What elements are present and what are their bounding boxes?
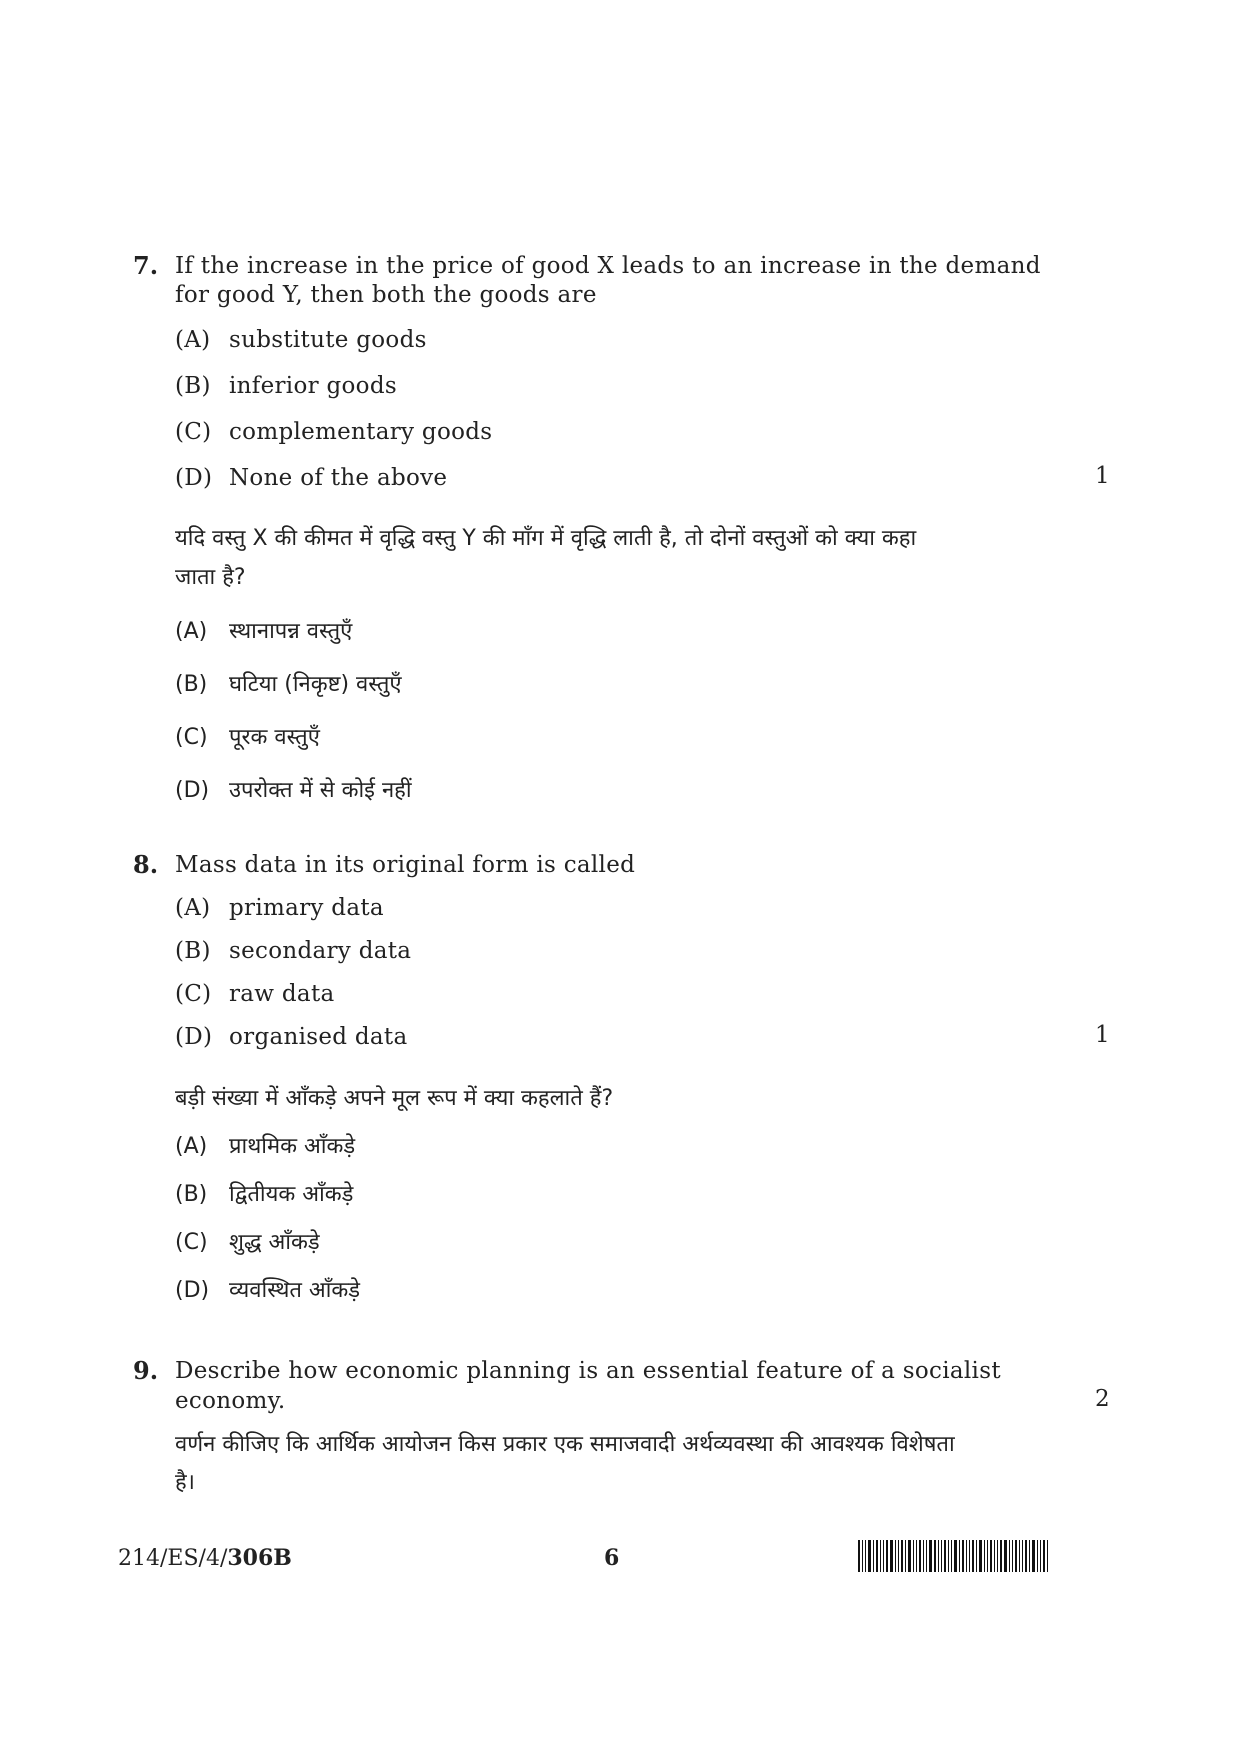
q7-option-b: (B) inferior goods <box>175 373 397 399</box>
question-7-number: 7. <box>133 251 159 280</box>
barcode-bar <box>948 1540 949 1572</box>
question-9-hindi-line1: वर्णन कीजिए कि आर्थिक आयोजन किस प्रकार एक समाजवादी अर्थव्यवस्था की आवश्यक विशेषता <box>175 1432 955 1457</box>
q7-option-d: (D) None of the above <box>175 465 448 491</box>
barcode-bar <box>969 1540 970 1572</box>
barcode-bar <box>876 1540 878 1572</box>
barcode-bar <box>941 1540 942 1572</box>
barcode-bar <box>990 1540 992 1572</box>
question-7-hindi-line2: जाता है? <box>175 565 246 590</box>
barcode-bar <box>901 1540 903 1572</box>
barcode-bar <box>1004 1540 1007 1572</box>
barcode-bar <box>898 1540 899 1572</box>
question-9-hindi-line2: है। <box>175 1470 196 1495</box>
barcode-bar <box>938 1540 939 1572</box>
barcode-bar <box>987 1540 988 1572</box>
question-9-english-line1: Describe how economic planning is an essential feature of a socialist <box>175 1358 1001 1384</box>
barcode-bar <box>1037 1540 1038 1572</box>
barcode-bar <box>976 1540 977 1572</box>
question-8-english: Mass data in its original form is called <box>175 852 636 878</box>
barcode-bar <box>886 1540 888 1572</box>
barcode-bar <box>1043 1540 1045 1572</box>
q8-hindi-option-c: (C) शुद्ध आँकड़े <box>175 1230 320 1255</box>
page-number: 6 <box>604 1545 620 1571</box>
barcode <box>858 1540 1123 1572</box>
barcode-bar <box>1015 1540 1017 1572</box>
barcode-bar <box>1019 1540 1020 1572</box>
barcode-bar <box>923 1540 924 1572</box>
barcode-bar <box>895 1540 896 1572</box>
barcode-bar <box>951 1540 952 1572</box>
barcode-bar <box>890 1540 893 1572</box>
barcode-bar <box>880 1540 881 1572</box>
barcode-bar <box>858 1540 860 1572</box>
barcode-bar <box>984 1540 985 1572</box>
q8-hindi-option-a: (A) प्राथमिक आँकड़े <box>175 1134 356 1159</box>
barcode-bar <box>954 1540 957 1572</box>
q7-marks: 1 <box>1095 463 1110 489</box>
barcode-bar <box>868 1540 871 1572</box>
barcode-bar <box>1022 1540 1023 1572</box>
barcode-bar <box>865 1540 866 1572</box>
q7-hindi-option-c: (C) पूरक वस्तुएँ <box>175 725 320 750</box>
q8-option-b: (B) secondary data <box>175 938 412 964</box>
barcode-bar <box>916 1540 917 1572</box>
barcode-bar <box>908 1540 911 1572</box>
barcode-bar <box>962 1540 964 1572</box>
question-9-english-line2: economy. <box>175 1388 286 1414</box>
q8-marks: 1 <box>1095 1022 1110 1048</box>
barcode-bar <box>959 1540 960 1572</box>
question-7-hindi-line1: यदि वस्तु X की कीमत में वृद्धि वस्तु Y की माँग में वृद्धि लाती है, तो दोनों वस्तुओं को क्या कहा <box>175 526 917 551</box>
q8-hindi-option-d: (D) व्यवस्थित आँकड़े <box>175 1278 361 1303</box>
question-8-number: 8. <box>133 850 159 879</box>
barcode-bar <box>1009 1540 1010 1572</box>
q7-hindi-option-d: (D) उपरोक्त में से कोई नहीं <box>175 778 412 803</box>
q8-hindi-option-b: (B) द्वितीयक आँकड़े <box>175 1182 354 1207</box>
barcode-bar <box>1032 1540 1035 1572</box>
q7-hindi-option-b: (B) घटिया (निकृष्ट) वस्तुएँ <box>175 672 402 697</box>
barcode-bar <box>944 1540 946 1572</box>
barcode-bar <box>919 1540 921 1572</box>
barcode-bar <box>979 1540 982 1572</box>
question-9-number: 9. <box>133 1356 159 1385</box>
barcode-bar <box>1012 1540 1013 1572</box>
q7-hindi-option-a: (A) स्थानापन्न वस्तुएँ <box>175 619 353 644</box>
barcode-bar <box>929 1540 932 1572</box>
q8-option-d: (D) organised data <box>175 1024 408 1050</box>
question-7-english-line2: for good Y, then both the goods are <box>175 282 597 308</box>
paper-code: 214/ES/4/306B <box>118 1545 292 1571</box>
barcode-bar <box>1047 1540 1048 1572</box>
question-7-english-line1: If the increase in the price of good X leads to an increase in the demand <box>175 253 1041 279</box>
barcode-bar <box>1029 1540 1030 1572</box>
barcode-bar <box>873 1540 874 1572</box>
q7-option-a: (A) substitute goods <box>175 327 427 353</box>
barcode-bar <box>966 1540 967 1572</box>
barcode-bar <box>1025 1540 1027 1572</box>
barcode-bar <box>913 1540 914 1572</box>
q8-option-a: (A) primary data <box>175 895 384 921</box>
barcode-bar <box>997 1540 998 1572</box>
barcode-bar <box>1000 1540 1002 1572</box>
barcode-bar <box>883 1540 884 1572</box>
barcode-bar <box>862 1540 863 1572</box>
q7-option-c: (C) complementary goods <box>175 419 493 445</box>
barcode-bar <box>934 1540 936 1572</box>
barcode-bar <box>905 1540 906 1572</box>
question-8-hindi: बड़ी संख्या में आँकड़े अपने मूल रूप में क्या कहलाते हैं? <box>175 1086 614 1111</box>
barcode-bar <box>926 1540 927 1572</box>
q9-marks: 2 <box>1095 1386 1110 1412</box>
barcode-bar <box>994 1540 995 1572</box>
barcode-bar <box>972 1540 974 1572</box>
barcode-bar <box>1040 1540 1041 1572</box>
q8-option-c: (C) raw data <box>175 981 335 1007</box>
